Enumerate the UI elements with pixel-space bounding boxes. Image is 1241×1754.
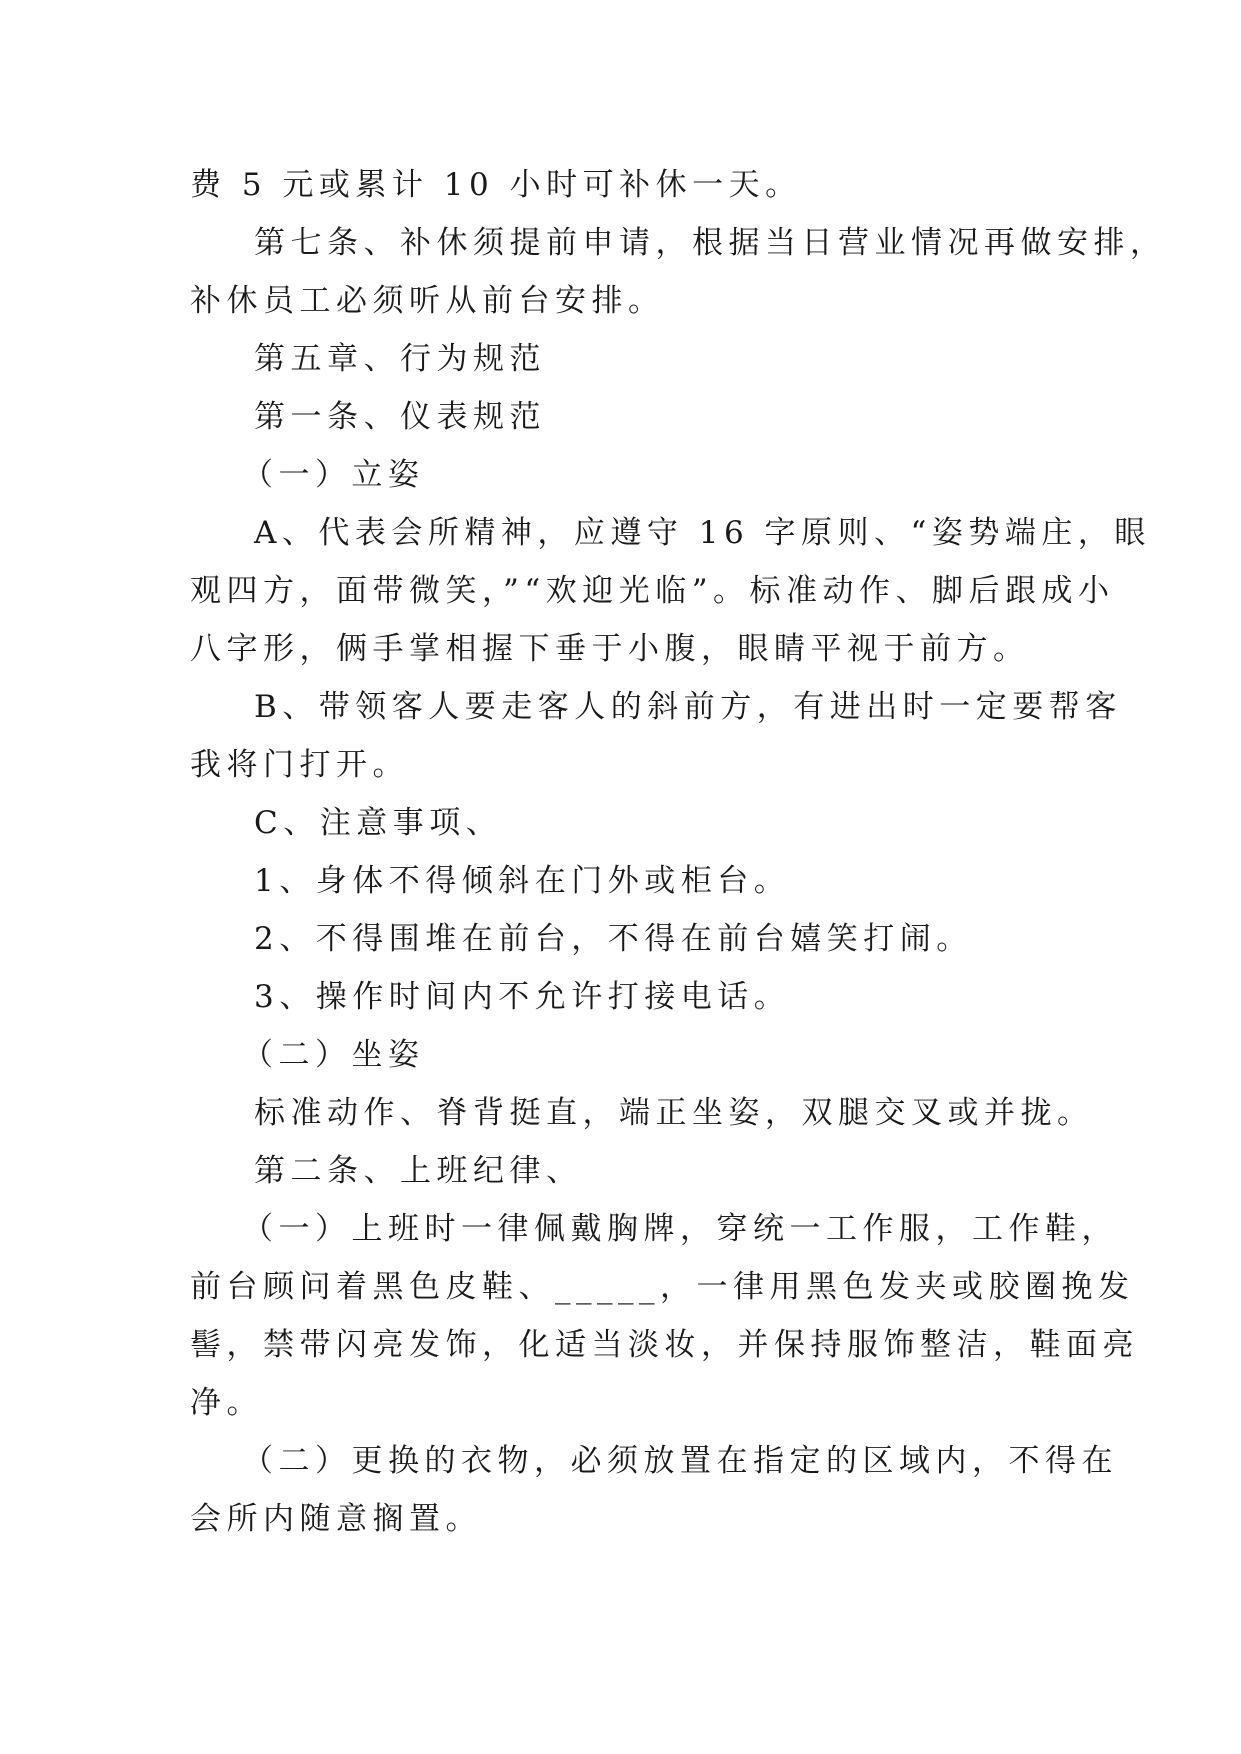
- text-line: B、带领客人要走客人的斜前方，有进出时一定要帮客: [254, 689, 1122, 725]
- article-heading: 第二条、上班纪律、: [254, 1153, 583, 1189]
- text-line: （二）更换的衣物，必须放置在指定的区域内，不得在: [242, 1443, 1118, 1479]
- chapter-heading: 第五章、行为规范: [254, 341, 546, 377]
- text-line: 我将门打开。: [190, 747, 409, 783]
- text-line: C、注意事项、: [254, 805, 503, 841]
- text-line: 净。: [190, 1385, 263, 1421]
- text-line: A、代表会所精神，应遵守 16 字原则、“姿势端庄，眼: [254, 515, 1151, 551]
- text-line: 八字形，俩手掌相握下垂于小腹，眼睛平视于前方。: [190, 631, 1030, 667]
- text-line: 前台顾问着黑色皮鞋、_____，一律用黑色发夹或胶圈挽发: [190, 1269, 1135, 1305]
- text-line: 髻，禁带闪亮发饰，化适当淡妆，并保持服饰整洁，鞋面亮: [190, 1327, 1139, 1363]
- list-item: 2、不得围堆在前台，不得在前台嬉笑打闹。: [254, 921, 973, 957]
- text-line: （一）上班时一律佩戴胸牌，穿统一工作服，工作鞋，: [242, 1211, 1118, 1247]
- text-line: 补休员工必须听从前台安排。: [190, 283, 665, 319]
- section-heading: （二）坐姿: [242, 1037, 425, 1073]
- list-item: 3、操作时间内不允许打接电话。: [254, 979, 791, 1015]
- section-heading: （一）立姿: [242, 457, 425, 493]
- text-line: 标准动作、脊背挺直，端正坐姿，双腿交叉或并拢。: [254, 1095, 1094, 1131]
- text-line: 第七条、补休须提前申请，根据当日营业情况再做安排，: [254, 225, 1167, 261]
- text-line: 观四方，面带微笑，”“欢迎光临”。标准动作、脚后跟成小: [190, 573, 1115, 609]
- list-item: 1、身体不得倾斜在门外或柜台。: [254, 863, 791, 899]
- text-line: 会所内随意搁置。: [190, 1501, 482, 1537]
- article-heading: 第一条、仪表规范: [254, 399, 546, 435]
- document-body: [190, 156, 1167, 1548]
- text-line: 费 5 元或累计 10 小时可补休一天。: [190, 167, 802, 203]
